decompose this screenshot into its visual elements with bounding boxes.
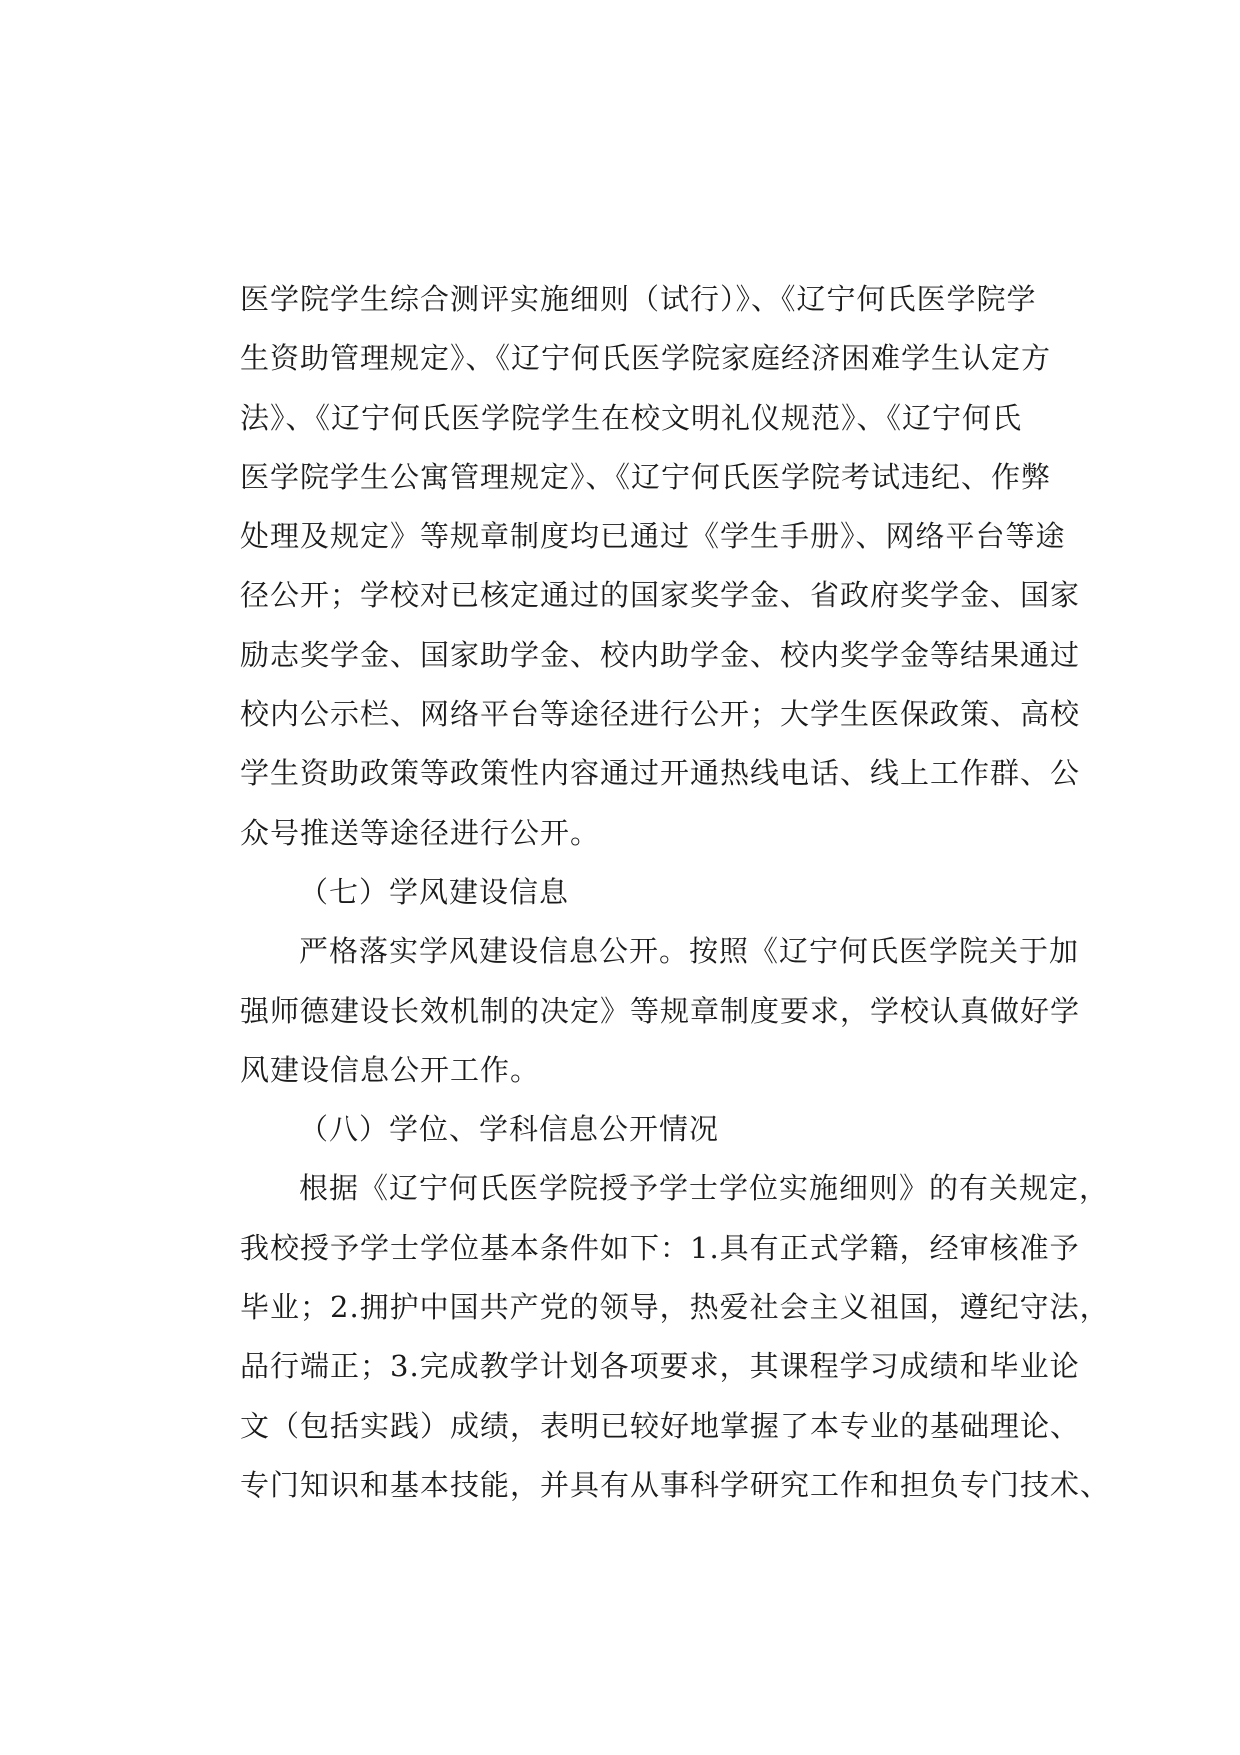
paragraph-line: 专门知识和基本技能，并具有从事科学研究工作和担负专门技术、 — [240, 1467, 1111, 1502]
paragraph-line: 我校授予学士学位基本条件如下：1.具有正式学籍，经审核准予 — [240, 1230, 1080, 1265]
paragraph-line: 严格落实学风建设信息公开。按照《辽宁何氏医学院关于加 — [299, 934, 1080, 969]
paragraph-line: 风建设信息公开工作。 — [240, 1052, 541, 1087]
paragraph-line: 径公开；学校对已核定通过的国家奖学金、省政府奖学金、国家 — [240, 578, 1081, 613]
document-body — [240, 270, 1111, 1515]
paragraph-line: 生资助管理规定》、《辽宁何氏医学院家庭经济困难学生认定方 — [240, 341, 1052, 376]
section-heading: （八）学位、学科信息公开情况 — [299, 1112, 720, 1147]
paragraph-line: 处理及规定》等规章制度均已通过《学生手册》、网络平台等途 — [240, 519, 1066, 554]
paragraph-line: 根据《辽宁何氏医学院授予学士学位实施细则》的有关规定， — [299, 1171, 1110, 1206]
paragraph-line: 法》、《辽宁何氏医学院学生在校文明礼仪规范》、《辽宁何氏 — [240, 400, 1023, 435]
paragraph-line: 强师德建设长效机制的决定》等规章制度要求，学校认真做好学 — [240, 993, 1081, 1028]
paragraph-line: 励志奖学金、国家助学金、校内助学金、校内奖学金等结果通过 — [240, 637, 1081, 672]
paragraph-line: 品行端正；3.完成教学计划各项要求，其课程学习成绩和毕业论 — [240, 1349, 1080, 1384]
paragraph-line: 毕业；2.拥护中国共产党的领导，热爱社会主义祖国，遵纪守法， — [240, 1290, 1110, 1325]
paragraph-line: 医学院学生公寓管理规定》、《辽宁何氏医学院考试违纪、作弊 — [240, 459, 1052, 494]
section-heading: （七）学风建设信息 — [299, 874, 570, 909]
paragraph-line: 医学院学生综合测评实施细则（试行）》、《辽宁何氏医学院学 — [240, 282, 1037, 316]
paragraph-line: 文（包括实践）成绩，表明已较好地掌握了本专业的基础理论、 — [240, 1408, 1081, 1443]
paragraph-line: 校内公示栏、网络平台等途径进行公开；大学生医保政策、高校 — [240, 697, 1081, 732]
paragraph-line: 学生资助政策等政策性内容通过开通热线电话、线上工作群、公 — [240, 756, 1081, 791]
paragraph-line: 众号推送等途径进行公开。 — [240, 815, 601, 850]
